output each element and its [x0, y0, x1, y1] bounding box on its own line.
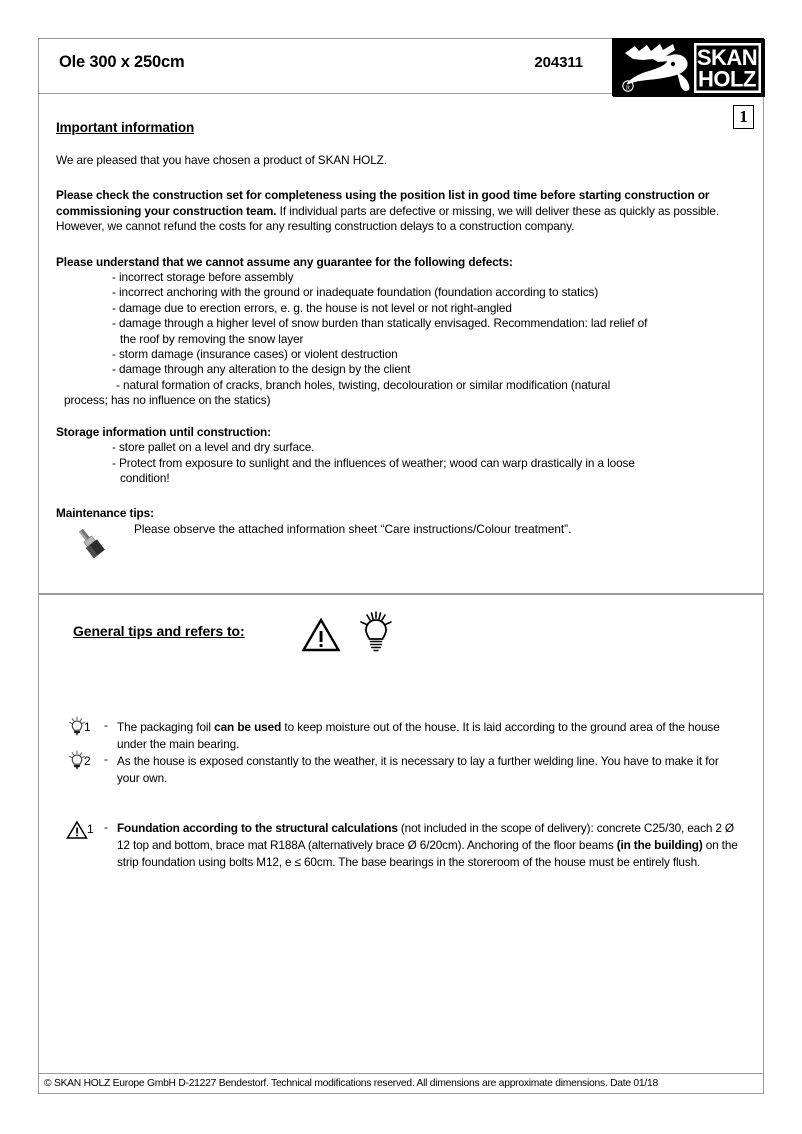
foundation-bold-2: (in the building)	[616, 838, 703, 853]
svg-text:HOLZ: HOLZ	[698, 66, 756, 92]
logo-artwork	[613, 39, 765, 97]
svg-text:SKAN: SKAN	[696, 45, 758, 70]
tip-text-bold: can be used	[214, 720, 282, 734]
page-title: Ole 300 x 250cm	[59, 53, 185, 71]
less-than-equal-symbol: ≤	[294, 854, 301, 869]
tips-list	[56, 719, 745, 786]
list-item: - storm damage (insurance cases) or violent destruction	[112, 347, 398, 362]
document-footer: © SKAN HOLZ Europe GmbH D-21227 Bendestorf. Technical modifications reserved. All dimensions are approximate dimensions. Date 01/18	[39, 1073, 763, 1093]
foundation-mid-1: (not included in the scope of delivery): concrete C25/30, each 2 Ø 12 top and bottom, brace mat R188A (alternatively brace Ø 6/20cm). Anchoring of the floor beams	[117, 821, 734, 853]
defects-list	[56, 270, 745, 409]
list-item	[56, 378, 745, 409]
tip-dash: -	[104, 718, 108, 732]
page-number-badge: 1	[733, 105, 754, 129]
list-item: - incorrect anchoring with the ground or inadequate foundation (foundation according to statics)	[112, 285, 599, 300]
list-item: - store pallet on a level and dry surface.	[112, 440, 315, 455]
list-item-continuation: process; has no influence on the statics)	[64, 393, 271, 408]
maintenance-row	[56, 522, 745, 574]
foundation-warning-item	[56, 820, 745, 870]
svg-text:R: R	[625, 84, 631, 92]
lightbulb-icon	[356, 611, 396, 660]
list-item: - damage due to erection errors, e. g. the house is not level or not right-angled	[112, 300, 512, 315]
check-construction-bold: Please check the construction set for completeness using the position list in good time before starting construction or commissioning your construction team.	[56, 188, 710, 218]
storage-heading: Storage information until construction:	[56, 424, 271, 439]
tip-number: 1	[84, 720, 91, 734]
foundation-mid-3: 60cm. The base bearings in the storeroom of the house must be entirely flush.	[300, 854, 701, 869]
tip-item-1	[56, 719, 745, 752]
list-item-text: - Protect from exposure to sunlight and the influences of weather; wood can warp drastically in a loose	[112, 455, 635, 470]
list-item-continuation: the roof by removing the snow layer	[120, 331, 304, 346]
warning-triangle-icon	[66, 820, 88, 840]
tip-item-2	[56, 753, 745, 786]
paintbrush-icon	[69, 524, 113, 564]
foundation-bold-1: Foundation according to the structural calculations	[117, 821, 398, 836]
foundation-mid-2: on the strip foundation using bolts M12, e	[117, 838, 738, 869]
warning-dash: -	[104, 820, 108, 835]
list-item-continuation: condition!	[120, 470, 170, 485]
list-item-text: - natural formation of cracks, branch holes, twisting, decolouration or similar modification (natural	[116, 377, 611, 392]
list-item: - damage through any alteration to the design by the client	[112, 362, 411, 377]
order-number: 204311	[534, 54, 583, 71]
defects-heading: Please understand that we cannot assume any guarantee for the following defects:	[56, 254, 513, 269]
maintenance-text: Please observe the attached information sheet “Care instructions/Colour treatment”.	[134, 521, 572, 536]
storage-list	[56, 440, 745, 486]
skan-holz-logo	[612, 38, 764, 96]
important-information-section	[39, 94, 763, 595]
tip-text	[56, 719, 745, 752]
maintenance-heading: Maintenance tips:	[56, 506, 154, 521]
list-item	[56, 456, 745, 487]
check-construction-rest: If individual parts are defective or missing, we will deliver these as quickly as possible. However, we cannot refund the costs for any resulting construction delays to a construction company.	[56, 203, 720, 234]
check-construction-paragraph	[56, 188, 745, 234]
general-tips-heading: General tips and refers to:	[73, 623, 245, 639]
tip-text	[56, 753, 745, 786]
moose-eye	[671, 62, 675, 66]
document-header	[39, 39, 763, 94]
tip-text-pre: The packaging foil	[117, 720, 215, 734]
intro-paragraph: We are pleased that you have chosen a product of SKAN HOLZ.	[56, 153, 387, 167]
tip-text-pre: As the house is exposed constantly to the weather, it is necessary to lay a further welding line. You have to make it for your own.	[117, 754, 719, 785]
foundation-warning-text	[56, 820, 745, 870]
warning-number: 1	[87, 822, 94, 837]
tip-number: 2	[84, 754, 91, 769]
general-tips-header-row	[56, 595, 745, 681]
list-item: - incorrect storage before assembly	[112, 270, 294, 285]
important-information-heading: Important information	[56, 120, 195, 135]
tip-dash: -	[104, 752, 108, 767]
tip-text-post: to keep moisture out of the house. It is laid according to the ground area of the house under the main bearing.	[117, 720, 720, 751]
warning-triangle-icon	[301, 617, 341, 658]
list-item-text: - damage through a higher level of snow burden than statically envisaged. Recommendation: lad relief of	[112, 316, 648, 331]
general-tips-section	[39, 595, 763, 1036]
document-page	[38, 38, 764, 1094]
list-item	[56, 316, 745, 347]
